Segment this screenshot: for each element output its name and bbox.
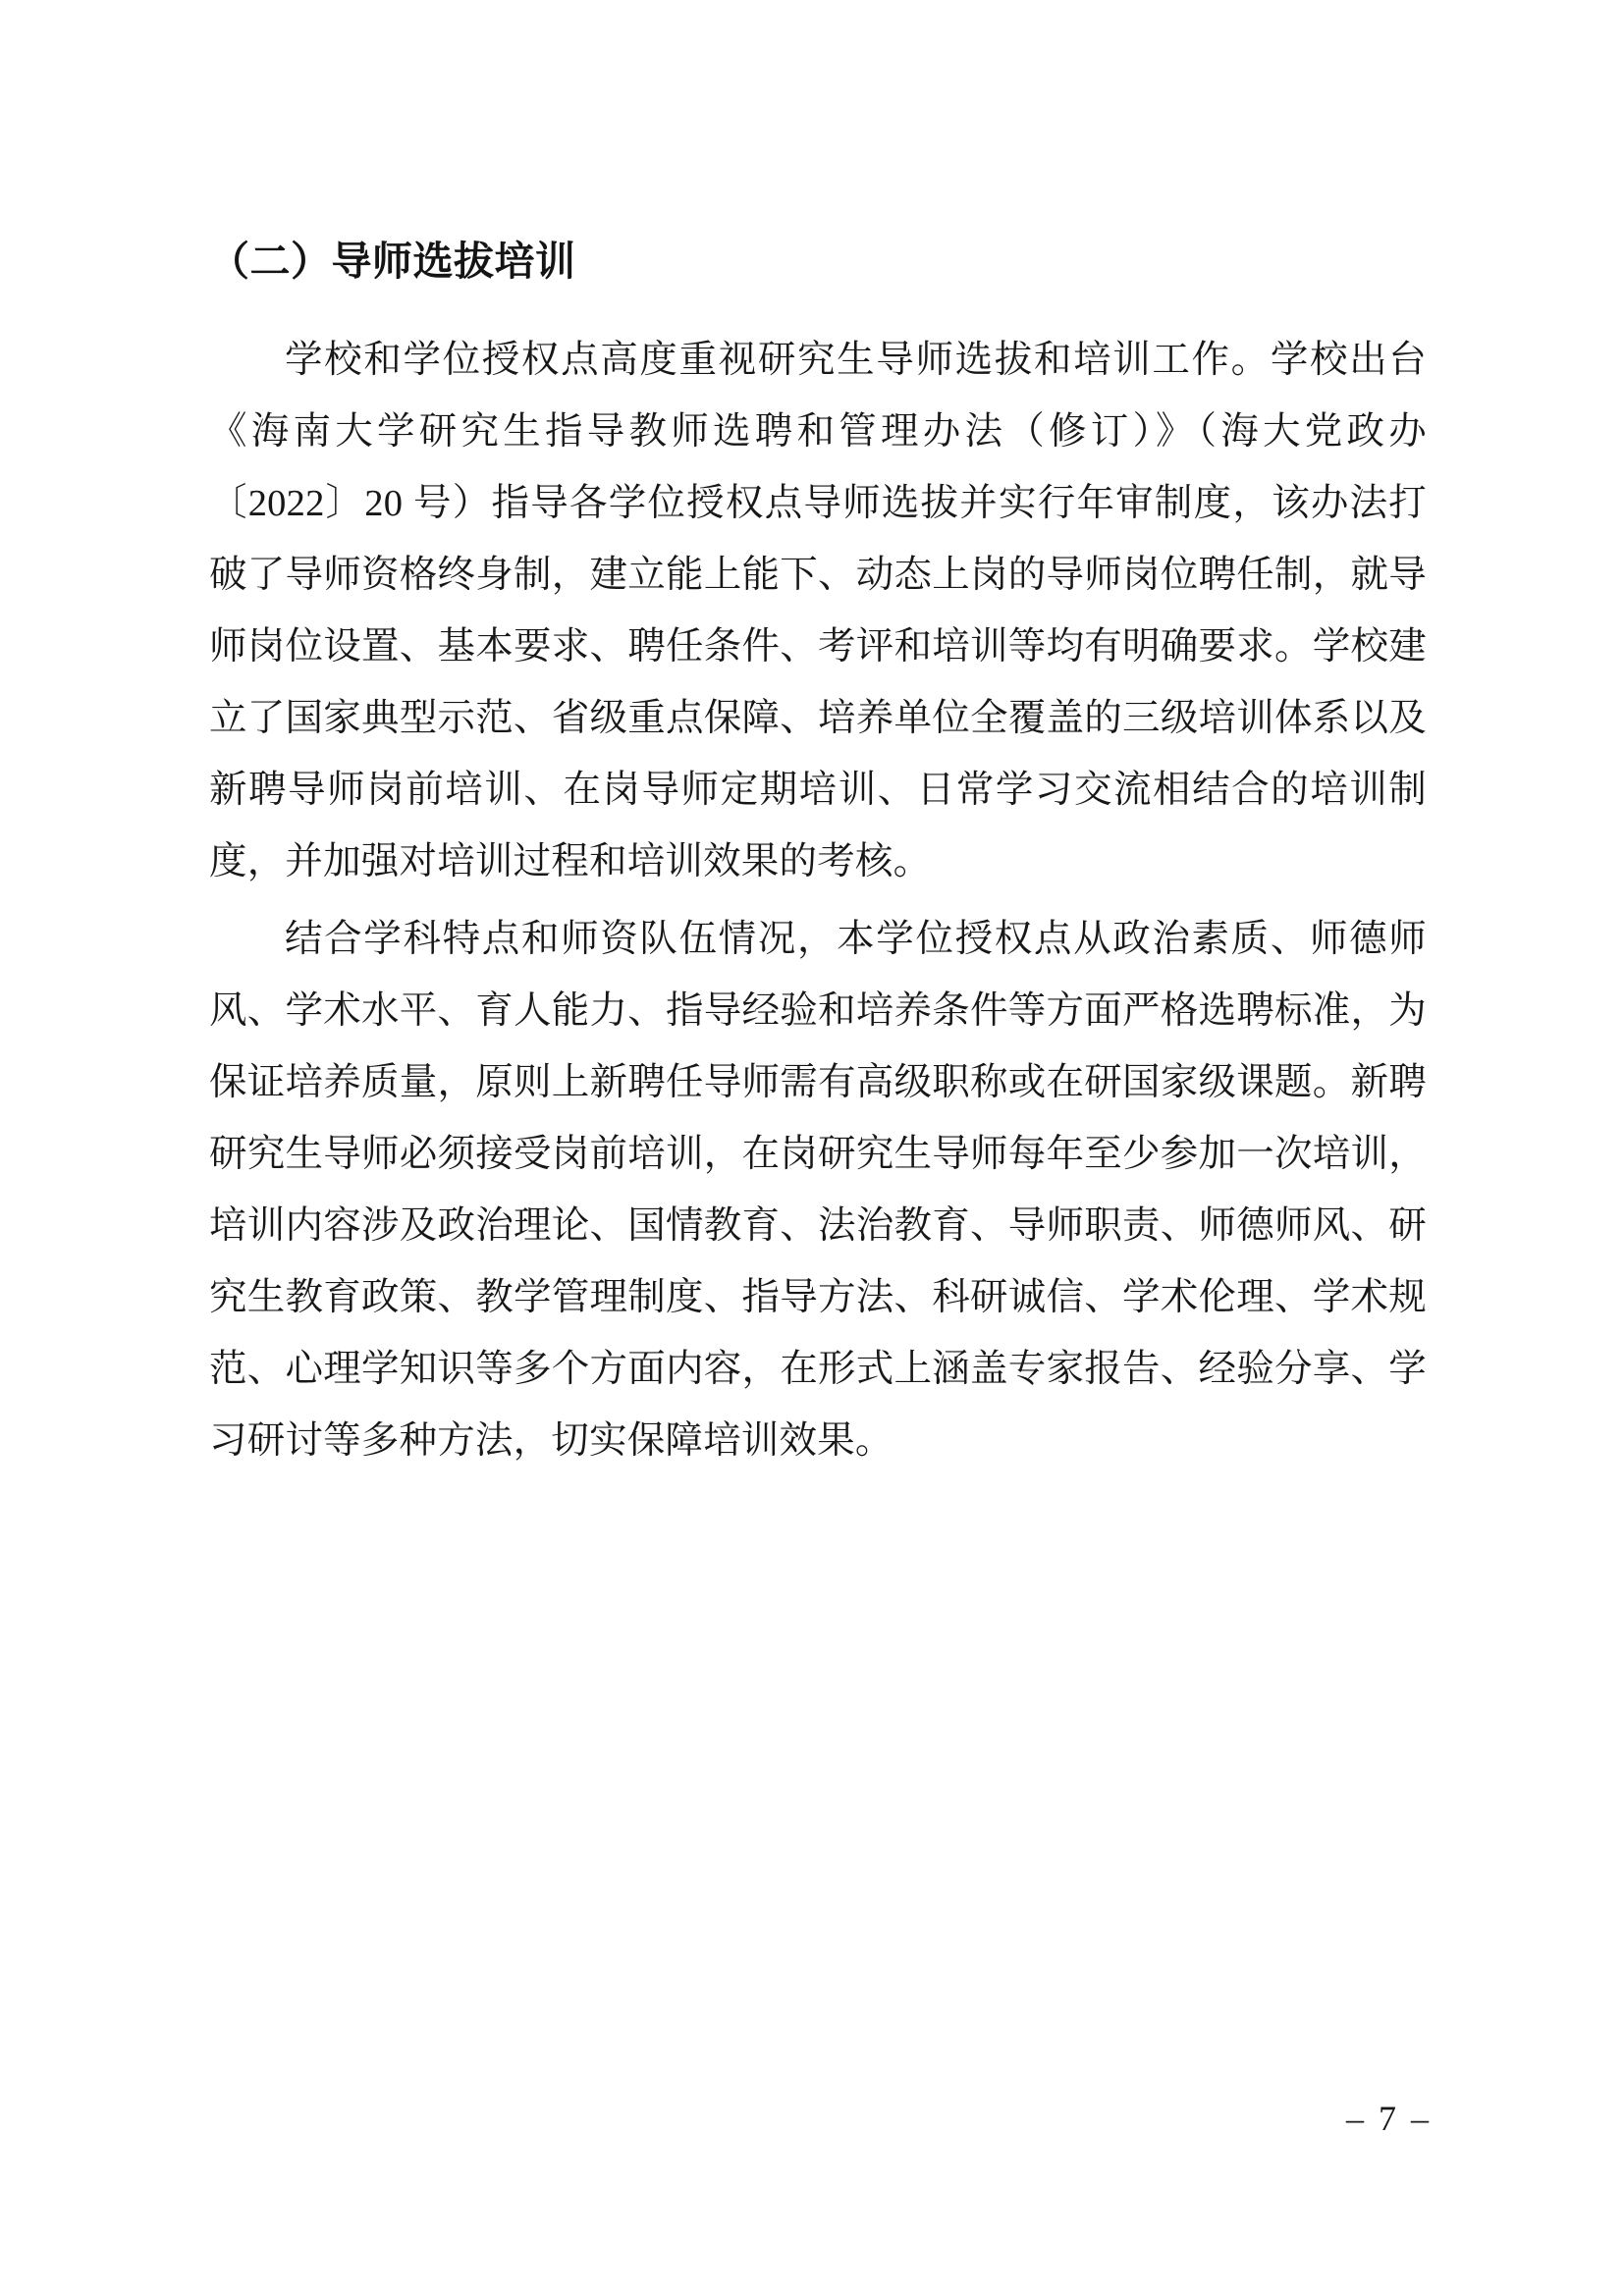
body-paragraph-2: 结合学科特点和师资队伍情况，本学位授权点从政治素质、师德师风、学术水平、育人能力、指导经验和培养条件等方面严格选聘标准，为保证培养质量，原则上新聘任导师需有高级职称或在研国家级课题。新聘研究生导师必须接受岗前培训，在岗研究生导师每年至少参加一次培训，培训内容涉及政治理论、国情教育、法治教育、导师职责、师德师风、研究生教育政策、教学管理制度、指导方法、科研诚信、学术伦理、学术规范、心理学知识等多个方面内容，在形式上涵盖专家报告、经验分享、学习研讨等多种方法，切实保障培训效果。 [209, 919, 1427, 1463]
page-number: – 7 – [1346, 2099, 1432, 2138]
section-heading: （二）导师选拔培训 [209, 238, 576, 285]
page-content [209, 236, 1427, 1477]
body-paragraph-1: 学校和学位授权点高度重视研究生导师选拔和培训工作。学校出台《海南大学研究生指导教师选聘和管理办法（修订）》（海大党政办〔2022〕20 号）指导各学位授权点导师选拔并实行年审制度，该办法打破了导师资格终身制，建立能上能下、动态上岗的导师岗位聘任制，就导师岗位设置、基本要求、聘任条件、考评和培训等均有明确要求。学校建立了国家典型示范、省级重点保障、培养单位全覆盖的三级培训体系以及新聘导师岗前培训、在岗导师定期培训、日常学习交流相结合的培训制度，并加强对培训过程和培训效果的考核。 [209, 340, 1427, 883]
